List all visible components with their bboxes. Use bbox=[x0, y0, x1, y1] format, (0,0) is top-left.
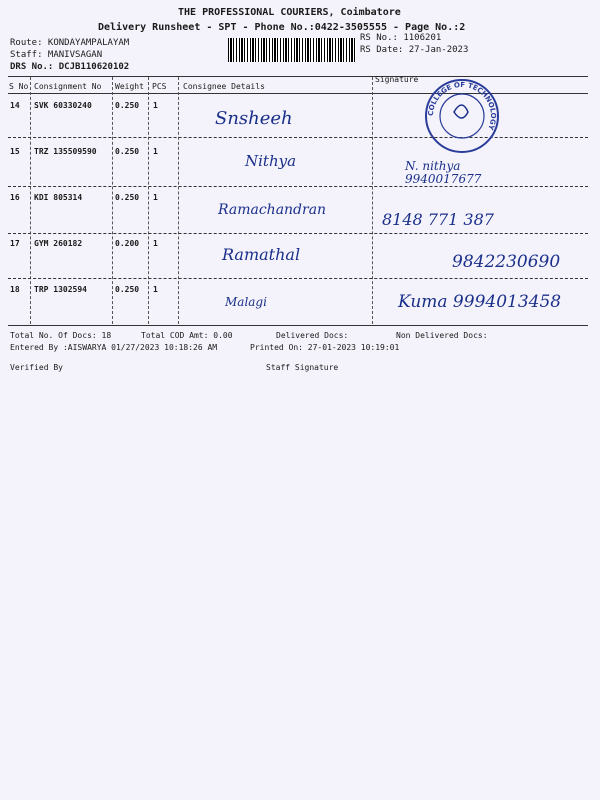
staff: Staff: MANIVSAGAN bbox=[10, 50, 103, 60]
row-consignment: TRP 1302594 bbox=[34, 285, 87, 294]
col-signature: Signature bbox=[375, 75, 419, 84]
row-sno: 15 bbox=[10, 147, 20, 156]
route: Route: KONDAYAMPALAYAM bbox=[10, 38, 130, 48]
col-divider bbox=[372, 77, 373, 324]
rs-number: RS No.: 1106201 bbox=[360, 33, 442, 43]
row-consignment: KDI 805314 bbox=[34, 193, 83, 202]
row-pcs: 1 bbox=[153, 285, 158, 294]
total-cod: Total COD Amt: 0.00 bbox=[141, 331, 233, 340]
row-consignee: Ramachandran bbox=[218, 202, 327, 218]
row-divider bbox=[8, 278, 588, 279]
col-consignment: Consignment No bbox=[34, 82, 102, 91]
row-weight: 0.250 bbox=[115, 193, 140, 202]
barcode bbox=[228, 38, 356, 62]
row-signature: 8148 771 387 bbox=[382, 210, 494, 229]
col-consignee: Consignee Details bbox=[183, 82, 265, 91]
row-consignment: GYM 260182 bbox=[34, 239, 83, 248]
entered-by: Entered By :AISWARYA 01/27/2023 10:18:26 AM bbox=[10, 343, 218, 352]
row-weight: 0.250 bbox=[115, 147, 140, 156]
col-weight: Weight bbox=[115, 82, 144, 91]
printed-on: Printed On: 27-01-2023 10:19:01 bbox=[250, 343, 400, 352]
row-sno: 14 bbox=[10, 101, 20, 110]
row-consignment: TRZ 135509590 bbox=[34, 147, 97, 156]
row-consignee: Ramathal bbox=[222, 245, 301, 264]
runsheet-subtitle: Delivery Runsheet - SPT - Phone No.:0422-3505555 - Page No.:2 bbox=[98, 22, 466, 33]
row-pcs: 1 bbox=[153, 239, 158, 248]
col-divider bbox=[148, 77, 149, 324]
college-stamp bbox=[422, 76, 502, 156]
table-bottom-rule bbox=[8, 325, 588, 326]
row-consignee: Snsheeh bbox=[215, 108, 293, 129]
non-delivered-docs: Non Delivered Docs: bbox=[396, 331, 488, 340]
row-divider bbox=[8, 186, 588, 187]
svg-text:COLLEGE OF TECHNOLOGY: COLLEGE OF TECHNOLOGY bbox=[426, 80, 498, 132]
row-pcs: 1 bbox=[153, 193, 158, 202]
row-consignment: SVK 60330240 bbox=[34, 101, 92, 110]
staff-signature: Staff Signature bbox=[266, 363, 339, 372]
row-consignee: Malagi bbox=[225, 295, 267, 309]
row-sno: 16 bbox=[10, 193, 20, 202]
row-consignee: Nithya bbox=[245, 152, 297, 170]
row-signature: N. nithya 9940017677 bbox=[405, 159, 482, 186]
row-sno: 17 bbox=[10, 239, 20, 248]
col-divider bbox=[178, 77, 179, 324]
row-sno: 18 bbox=[10, 285, 20, 294]
col-divider bbox=[112, 77, 113, 324]
row-signature: 9842230690 bbox=[452, 252, 561, 272]
row-signature: Kuma 9994013458 bbox=[398, 292, 562, 312]
company-title: THE PROFESSIONAL COURIERS, Coimbatore bbox=[178, 7, 401, 18]
row-weight: 0.200 bbox=[115, 239, 140, 248]
col-sno: S No bbox=[9, 82, 29, 91]
row-pcs: 1 bbox=[153, 101, 158, 110]
verified-by: Verified By bbox=[10, 363, 63, 372]
row-pcs: 1 bbox=[153, 147, 158, 156]
row-divider bbox=[8, 233, 588, 234]
col-pcs: PCS bbox=[152, 82, 167, 91]
drs-number: DRS No.: DCJB110620102 bbox=[10, 62, 130, 72]
delivered-docs: Delivered Docs: bbox=[276, 331, 349, 340]
rs-date: RS Date: 27-Jan-2023 bbox=[360, 45, 469, 55]
col-divider bbox=[30, 77, 31, 324]
row-weight: 0.250 bbox=[115, 101, 140, 110]
total-docs: Total No. Of Docs: 18 bbox=[10, 331, 112, 340]
row-weight: 0.250 bbox=[115, 285, 140, 294]
